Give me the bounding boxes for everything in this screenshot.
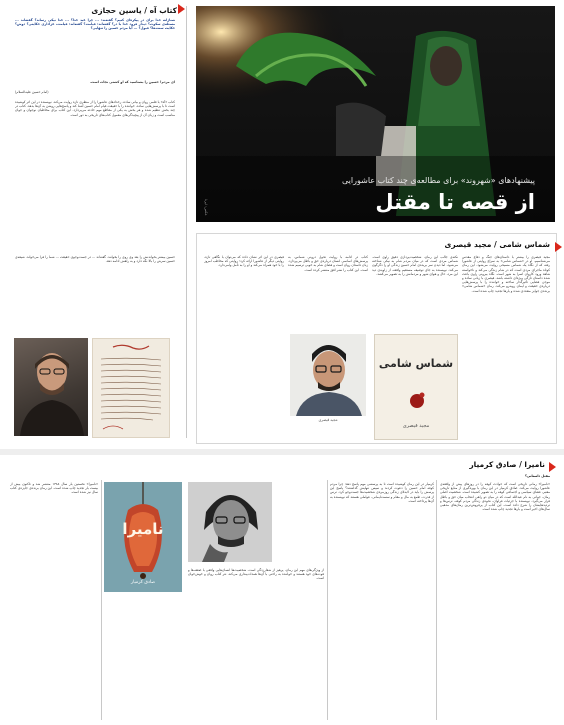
namira-col-3: از ویژگی‌های مهم این رمان، پرهیز از شعارزدگی است. شخصیت‌ها انسان‌هایی واقعی با ضعف‌ها و قوت‌های خود هستند و خواننده به راحتی با آن‌ها همذات‌پنداری می‌کند. نثر کتاب روان و خوش‌خوان است.	[188, 568, 324, 581]
namira-cover-author: صادق کرمیار	[130, 580, 156, 585]
namira-col-4: «نامیرا» نخستین بار سال ۱۳۸۸ منتشر شد و تاکنون بیش از بیست بار تجدید چاپ شده است. این رمان برنده‌ی جایزه‌ی کتاب سال نیز شده است.	[10, 482, 98, 495]
shamami-col-1: مجید قیصری را بیشتر با داستان‌های جنگ و دفاع مقدس می‌شناسیم. او در «شماس شامی» به سراغ روایتی از عاشورا رفته که از نگاه یک شماس مسیحی روایت می‌شود. این رمان کوتاه ماجرای مردی است که در شام زندگی می‌کند و ناخواسته شاهد ورود کاروان اسرا به شهر است. نگاه بیرونی راوی باعث شده داستان تازگی ویژه‌ای داشته باشد. قیصری با زبانی ساده و موجز، فضایی تأثیرگذار ساخته و خواننده را با پرسش‌هایی درباره‌ی حقیقت و ایمان روبه‌رو می‌کند. رمان «شماس شامی» برنده‌ی جوایز متعددی شده و بارها تجدید چاپ شده است.	[462, 255, 550, 293]
column-divider	[101, 480, 102, 720]
banner-photo-credit: عکس: ایرنا	[204, 199, 208, 216]
ashura-banner-image	[196, 6, 555, 222]
author-bw-portrait-icon	[188, 482, 272, 562]
book-cover-author: مجید قیصری	[402, 423, 430, 429]
handwritten-page-image	[92, 338, 170, 438]
column-divider	[436, 480, 437, 720]
namira-cover-title: نامیرا	[122, 520, 164, 538]
section-marker-icon	[549, 462, 556, 472]
namira-author-photo	[188, 482, 272, 562]
shamami-col-2: نکته‌ی جالب این رمان، شخصیت‌پردازی دقیق راوی است. شماس مردی است که در میان مردم شام به نیکی شناخته می‌شود، اما دیدن سر بریده‌ی امام حسین زندگی او را دگرگون می‌کند. نویسنده به جای توصیف مستقیم واقعه، از زاویه‌ی دید این مرد، حال و هوای شهر و مردمانش را به تصویر می‌کشد.	[372, 255, 458, 276]
ah-body-2: حسین بیشتر بخواندنش را بعد وی روی را بخوانند. گفته‌اند ... در جست‌وجوی حقیقت ... شما را فرا می‌خواند. شیعه‌ی حسین سرش را بالا نگه دارد و به راهش ادامه دهد.	[15, 255, 175, 264]
namira-title: نامیرا / صادق کرمیار	[469, 460, 545, 469]
portrait-figure-icon	[14, 338, 88, 436]
section-marker-icon	[178, 4, 185, 14]
shamami-title: شماس شامی / مجید قیصری	[444, 240, 550, 249]
ah-book-title: کتاب آه / یاسین حجازی	[91, 6, 177, 15]
bottom-panel	[0, 456, 564, 725]
ah-body: کتاب «آه» با قلمی روان و بیانی ساده، رخدادهای عاشورا را از منظری تازه روایت می‌کند. نویسنده در این اثر کوشیده است تا با پرسش‌هایی ساده، خواننده را با حقیقت قیام امام حسین آشنا کند و پاسخ‌هایی روشن به آن‌ها بدهد. کتاب در چند بخش تنظیم شده و هر بخش به یکی از مقاطع مهم حادثه می‌پردازد. این کتاب برای مخاطبان نوجوان و جوان مناسب است و زبان آن از پیچیدگی‌های معمول کتاب‌های تاریخی به دور است.	[15, 100, 175, 117]
namira-col-1: «نامیرا» رمانی تاریخی است که حوادث کوفه را در روزهای پیش از واقعه‌ی عاشورا روایت می‌کند. صادق کرمیار در این رمان با بهره‌گیری از منابع تاریخی معتبر، فضای سیاسی و اجتماعی کوفه را به تصویر کشیده است. شخصیت اصلی رمان، جوانی به نام عبدالله است که در میان دو راهی انتخاب میان حق و باطل قرار می‌گیرد. نویسنده با جزئیات فراوان، نحوه‌ی زندگی مردم کوفه، ترس‌ها و تردیدهایشان را شرح داده است. این کتاب از پرفروش‌ترین رمان‌های مذهبی سال‌های اخیر است و بارها تجدید چاپ شده است.	[440, 482, 550, 512]
namira-subhead: مقتل داستانی؟	[525, 474, 550, 478]
shamami-photo-caption: مجید قیصری	[318, 418, 338, 422]
shamami-col-4: قیصری در این اثر نشان داده که می‌توان با نگاهی تازه، روایتی دیگر از عاشورا ارائه کرد؛ روایتی که مخاطب امروز را با خود همراه می‌کند و او را به تأمل وامی‌دارد.	[204, 255, 284, 268]
shamami-book-cover	[374, 334, 458, 440]
section-marker-icon	[555, 242, 562, 252]
author-face-icon	[290, 334, 366, 416]
author-portrait-image	[14, 338, 88, 436]
ah-quote: ای مردم! حسین را بشناسید که او کشتی نجات است.	[89, 80, 175, 84]
handwriting-lines-icon	[93, 339, 169, 437]
banner-headline: از قصه تا مقتل	[375, 190, 535, 214]
panel-divider	[0, 449, 564, 455]
shamami-col-3: کتاب در ادامه با روایت تحول درونی شماس، به پرسش‌های اساسی انسان درباره‌ی حق و باطل می‌پردازد. زبان داستان روان است و فضای شام به خوبی ترسیم شده است. این کتاب را نشر افق منتشر کرده است.	[288, 255, 368, 272]
namira-col-2: کرمیار در این رمان کوشیده است تا به پرسشی مهم پاسخ دهد: چرا مردم کوفه امام حسین را دعوت کردند و سپس تنهایش گذاشتند؟ پاسخ این پرسش را باید در لابه‌لای زندگی روزمره‌ی شخصیت‌ها جست‌وجو کرد. ترس از قدرت، طمع به مال و مقام و سست‌ایمانی، عواملی هستند که نویسنده به آن‌ها پرداخته است.	[330, 482, 434, 503]
book-cover-title: شماس شامی	[378, 357, 454, 370]
namira-book-cover	[104, 482, 182, 592]
ah-questions: شناژانه خدا برای در پیکره‌ای کنیم؟ گفته‌ند: ... چرا عبد خدا؟ ... خدا نیکی رساند؟ گفته‌اند ... مسئله‌ی سکوت؟ دیدار فرود خدا با در؟ گفته‌اند: قیامت؟ گفته‌اند: قیامت، عزاداری حکایتی؟ دوش؟ حکایت سنت‌ها؟ قبول؟ ... آیا مردم حسین را تنهایی؟	[15, 18, 175, 31]
ah-quote-ref: (امام حسین علیه‌السلام)	[15, 90, 49, 94]
banner-kicker: پیشنهادهای «شهروند» برای مطالعه‌ی چند کتاب عاشورایی	[342, 176, 535, 185]
column-divider	[186, 6, 187, 438]
column-divider	[327, 480, 328, 720]
shamami-author-photo	[290, 334, 366, 416]
